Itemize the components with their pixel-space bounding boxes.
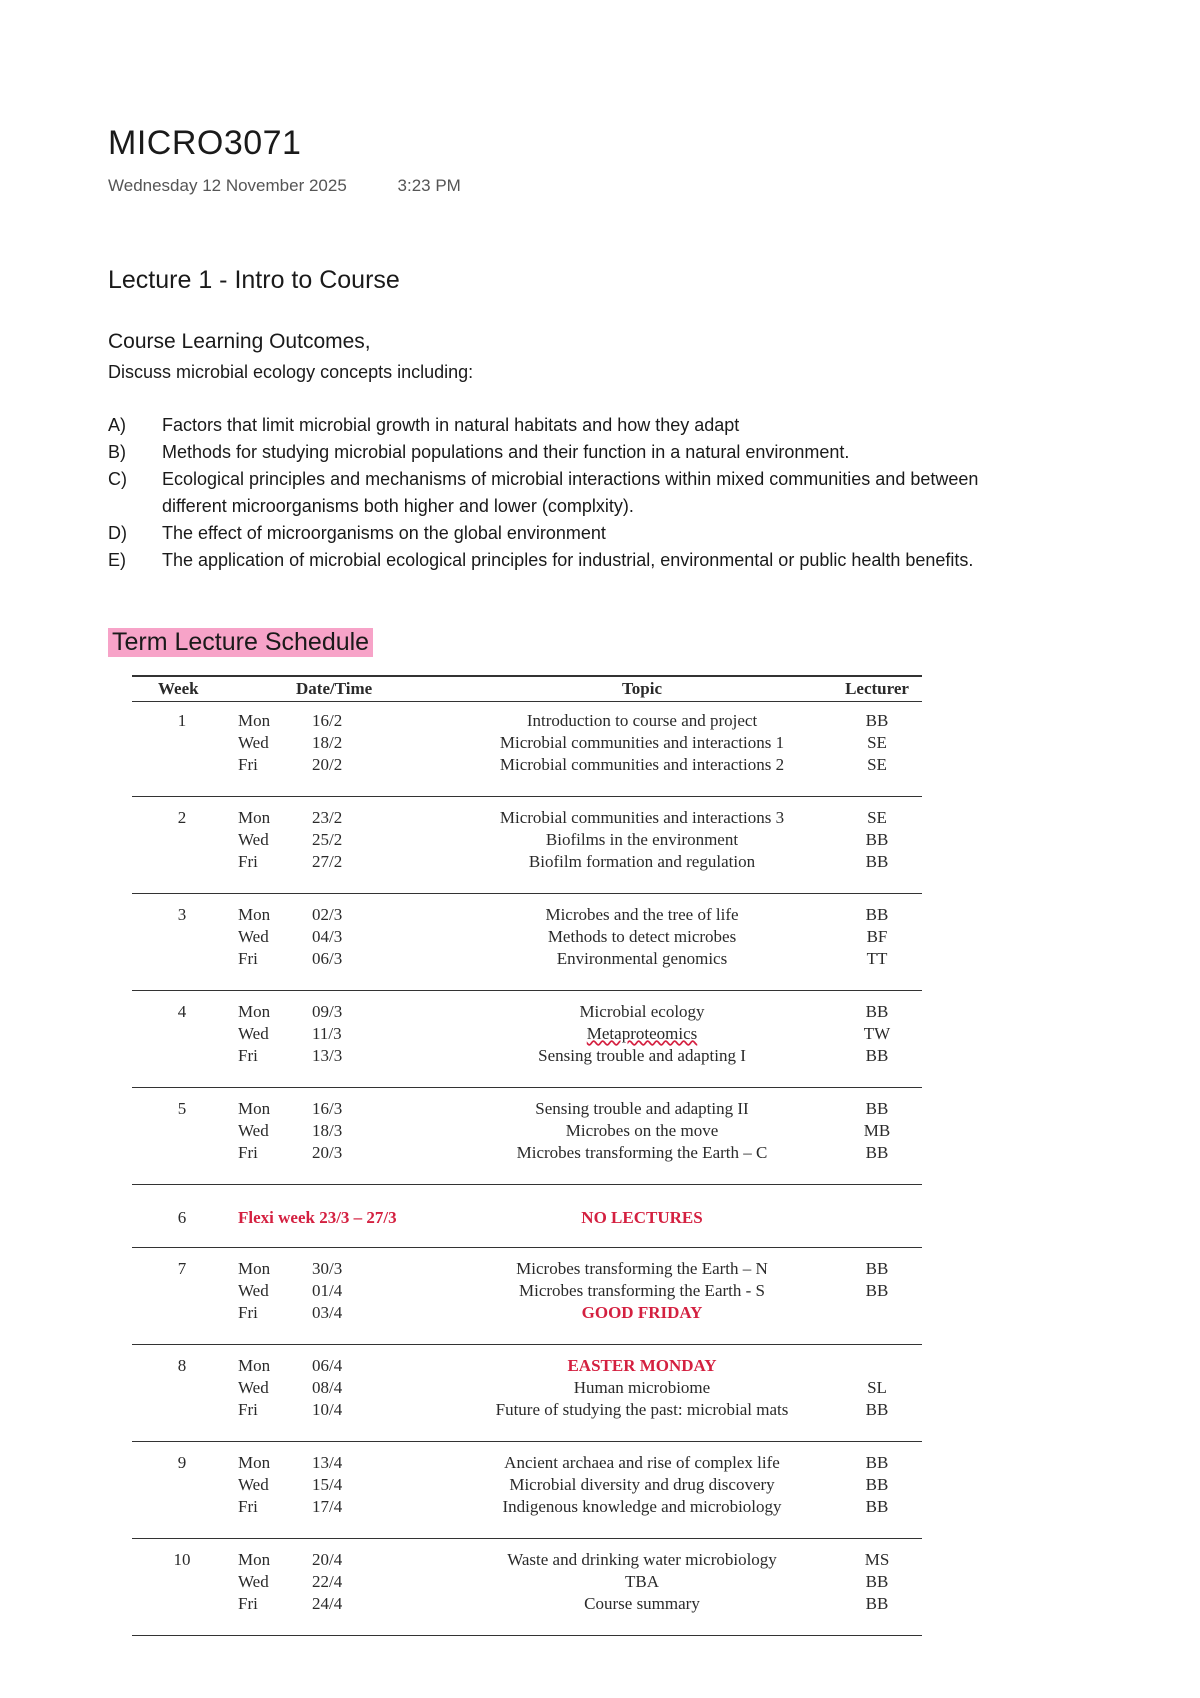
table-row	[132, 1593, 922, 1615]
list-text: The effect of microorganisms on the global environment	[162, 523, 606, 543]
row-date: 20/2	[312, 755, 343, 774]
table-row	[132, 807, 922, 829]
row-topic: TBA	[625, 1572, 659, 1591]
row-date: 04/3	[312, 927, 343, 946]
row-day: Wed	[238, 1572, 269, 1591]
table-row	[132, 851, 922, 873]
week-number: 10	[173, 1550, 191, 1569]
list-item	[108, 520, 1008, 547]
row-topic: Metaproteomics	[586, 1024, 698, 1043]
row-date: 02/3	[312, 905, 343, 924]
row-topic: Future of studying the past: microbial mats	[495, 1400, 789, 1419]
flexi-week-label: Flexi week 23/3 – 27/3	[238, 1208, 397, 1227]
week-number: 9	[177, 1453, 187, 1472]
row-date: 18/2	[312, 733, 343, 752]
row-lecturer: BB	[865, 711, 889, 730]
schedule-body	[132, 702, 922, 1636]
row-lecturer: BB	[865, 1046, 889, 1065]
row-day: Fri	[238, 1594, 258, 1613]
table-row	[132, 1142, 922, 1164]
row-lecturer: BB	[865, 1497, 889, 1516]
row-lecturer: BB	[865, 1259, 889, 1278]
table-row	[132, 1355, 922, 1377]
row-lecturer: BB	[865, 1002, 889, 1021]
row-day: Fri	[238, 1497, 258, 1516]
week-block	[132, 702, 922, 797]
row-day: Wed	[238, 1121, 269, 1140]
list-text: Ecological principles and mechanisms of microbial interactions within mixed communities and between different microorganisms both higher and lower (complxity).	[162, 469, 979, 516]
table-row	[132, 948, 922, 970]
row-day: Wed	[238, 733, 269, 752]
row-date: 25/2	[312, 830, 343, 849]
list-text: Factors that limit microbial growth in natural habitats and how they adapt	[162, 415, 740, 435]
row-lecturer: BB	[865, 1594, 889, 1613]
row-lecturer: BB	[865, 830, 889, 849]
outcomes-list	[108, 412, 1008, 574]
row-date: 16/2	[312, 711, 343, 730]
row-day: Fri	[238, 1303, 258, 1322]
list-item	[108, 412, 1008, 439]
outcomes-heading: Course Learning Outcomes,	[108, 330, 371, 353]
list-marker: D)	[108, 523, 127, 543]
row-topic: Biofilm formation and regulation	[528, 852, 756, 871]
week-block	[132, 1185, 922, 1248]
row-day: Mon	[238, 1099, 271, 1118]
row-day: Mon	[238, 1453, 271, 1472]
row-lecturer: BB	[865, 1143, 889, 1162]
row-day: Fri	[238, 1400, 258, 1419]
page-date: Wednesday 12 November 2025	[108, 176, 347, 195]
week-number: 4	[177, 1002, 187, 1021]
week-number: 6	[177, 1208, 187, 1227]
week-number: 8	[177, 1356, 187, 1375]
table-row	[132, 1001, 922, 1023]
row-date: 30/3	[312, 1259, 343, 1278]
row-topic: Ancient archaea and rise of complex life	[504, 1453, 780, 1472]
row-date: 06/4	[312, 1356, 343, 1375]
row-topic: Sensing trouble and adapting II	[535, 1099, 749, 1118]
list-item	[108, 466, 1008, 520]
week-block	[132, 991, 922, 1088]
week-block	[132, 1248, 922, 1345]
row-topic: EASTER MONDAY	[567, 1356, 717, 1375]
row-day: Wed	[238, 1024, 269, 1043]
row-date: 18/3	[312, 1121, 343, 1140]
row-topic: Methods to detect microbes	[547, 927, 737, 946]
schedule-table	[132, 675, 922, 1636]
list-marker: E)	[108, 550, 126, 570]
row-topic: Environmental genomics	[556, 949, 728, 968]
row-day: Mon	[238, 1550, 271, 1569]
table-row	[132, 1120, 922, 1142]
row-day: Wed	[238, 927, 269, 946]
table-row	[132, 1549, 922, 1571]
table-row	[132, 1399, 922, 1421]
table-row	[132, 1496, 922, 1518]
row-lecturer: MS	[864, 1550, 890, 1569]
row-topic: Indigenous knowledge and microbiology	[502, 1497, 782, 1516]
week-number: 2	[177, 808, 187, 827]
row-topic: Microbes transforming the Earth – N	[516, 1259, 768, 1278]
week-block	[132, 797, 922, 894]
row-day: Wed	[238, 830, 269, 849]
table-row	[132, 1474, 922, 1496]
row-date: 09/3	[312, 1002, 343, 1021]
list-marker: B)	[108, 442, 126, 462]
row-lecturer: BB	[865, 1475, 889, 1494]
row-date: 06/3	[312, 949, 343, 968]
row-lecturer: BB	[865, 852, 889, 871]
table-row	[132, 904, 922, 926]
row-day: Fri	[238, 1143, 258, 1162]
table-row	[132, 926, 922, 948]
row-lecturer: BB	[865, 1099, 889, 1118]
table-row	[132, 732, 922, 754]
week-block	[132, 1345, 922, 1442]
row-topic: Microbial communities and interactions 2	[499, 755, 785, 774]
row-topic: Microbes and the tree of life	[545, 905, 739, 924]
row-day: Fri	[238, 852, 258, 871]
table-row	[132, 1302, 922, 1324]
row-date: 17/4	[312, 1497, 343, 1516]
list-marker: C)	[108, 469, 127, 489]
row-lecturer: BB	[865, 905, 889, 924]
week-block	[132, 894, 922, 991]
week-block	[132, 1539, 922, 1636]
row-date: 27/2	[312, 852, 343, 871]
table-row	[132, 1258, 922, 1280]
row-date: 23/2	[312, 808, 343, 827]
row-date: 24/4	[312, 1594, 343, 1613]
table-row	[132, 1045, 922, 1067]
row-day: Mon	[238, 711, 271, 730]
week-number: 1	[177, 711, 187, 730]
row-date: 16/3	[312, 1099, 343, 1118]
row-lecturer: SL	[867, 1378, 887, 1397]
row-lecturer: BB	[865, 1453, 889, 1472]
week-number: 5	[177, 1099, 187, 1118]
row-date: 22/4	[312, 1572, 343, 1591]
list-text: The application of microbial ecological principles for industrial, environmental or public health benefits.	[162, 550, 974, 570]
row-topic: Microbial ecology	[579, 1002, 705, 1021]
row-day: Mon	[238, 1259, 271, 1278]
row-lecturer: BB	[865, 1572, 889, 1591]
table-header	[132, 675, 922, 702]
row-date: 08/4	[312, 1378, 343, 1397]
row-lecturer: SE	[867, 733, 887, 752]
row-topic: Introduction to course and project	[526, 711, 758, 730]
header-lecturer: Lecturer	[845, 679, 909, 698]
page-time: 3:23 PM	[397, 176, 461, 195]
row-day: Fri	[238, 949, 258, 968]
row-topic: Biofilms in the environment	[545, 830, 739, 849]
row-day: Wed	[238, 1281, 269, 1300]
list-item	[108, 439, 1008, 466]
row-topic: Microbial communities and interactions 3	[499, 808, 785, 827]
row-topic: Sensing trouble and adapting I	[538, 1046, 746, 1065]
row-lecturer: BB	[865, 1400, 889, 1419]
row-day: Wed	[238, 1475, 269, 1494]
row-day: Fri	[238, 1046, 258, 1065]
table-row	[132, 710, 922, 732]
page-title: MICRO3071	[108, 124, 302, 162]
no-lectures-note: NO LECTURES	[581, 1208, 703, 1227]
row-lecturer: BB	[865, 1281, 889, 1300]
table-row	[132, 1452, 922, 1474]
header-topic: Topic	[621, 679, 662, 698]
row-day: Wed	[238, 1378, 269, 1397]
lecture-heading: Lecture 1 - Intro to Course	[108, 266, 400, 294]
table-row	[132, 1377, 922, 1399]
row-date: 20/3	[312, 1143, 343, 1162]
table-row	[132, 1571, 922, 1593]
row-topic: Microbes transforming the Earth – C	[516, 1143, 768, 1162]
list-item	[108, 547, 1008, 574]
row-day: Mon	[238, 808, 271, 827]
list-text: Methods for studying microbial populations and their function in a natural environment.	[162, 442, 850, 462]
outcomes-intro: Discuss microbial ecology concepts including:	[108, 362, 474, 382]
header-week: Week	[158, 679, 199, 698]
table-row	[132, 829, 922, 851]
row-lecturer: SE	[867, 755, 887, 774]
row-topic: Human microbiome	[573, 1378, 711, 1397]
table-row	[132, 1098, 922, 1120]
row-date: 11/3	[312, 1024, 342, 1043]
row-lecturer: MB	[863, 1121, 891, 1140]
schedule-heading: Term Lecture Schedule	[108, 628, 373, 657]
row-date: 20/4	[312, 1550, 343, 1569]
row-topic: Course summary	[584, 1594, 700, 1613]
week-block	[132, 1088, 922, 1185]
row-day: Fri	[238, 755, 258, 774]
table-row	[132, 1207, 922, 1229]
row-lecturer: TT	[866, 949, 888, 968]
row-date: 15/4	[312, 1475, 343, 1494]
row-date: 03/4	[312, 1303, 343, 1322]
header-date: Date/Time	[296, 679, 373, 698]
row-date: 13/4	[312, 1453, 343, 1472]
row-day: Mon	[238, 905, 271, 924]
row-topic: Waste and drinking water microbiology	[507, 1550, 777, 1569]
row-day: Mon	[238, 1002, 271, 1021]
row-lecturer: SE	[867, 808, 887, 827]
row-lecturer: TW	[863, 1024, 891, 1043]
row-topic: GOOD FRIDAY	[581, 1303, 703, 1322]
row-date: 01/4	[312, 1281, 343, 1300]
row-lecturer: BF	[866, 927, 888, 946]
week-number: 7	[177, 1259, 187, 1278]
week-number: 3	[177, 905, 187, 924]
table-row	[132, 754, 922, 776]
row-topic: Microbes transforming the Earth - S	[519, 1281, 765, 1300]
page-meta	[108, 176, 461, 196]
row-date: 13/3	[312, 1046, 343, 1065]
row-day: Mon	[238, 1356, 271, 1375]
table-row	[132, 1280, 922, 1302]
week-block	[132, 1442, 922, 1539]
row-topic: Microbial diversity and drug discovery	[509, 1475, 775, 1494]
row-topic: Microbes on the move	[565, 1121, 719, 1140]
row-date: 10/4	[312, 1400, 343, 1419]
table-row	[132, 1023, 922, 1045]
row-topic: Microbial communities and interactions 1	[499, 733, 785, 752]
list-marker: A)	[108, 415, 126, 435]
